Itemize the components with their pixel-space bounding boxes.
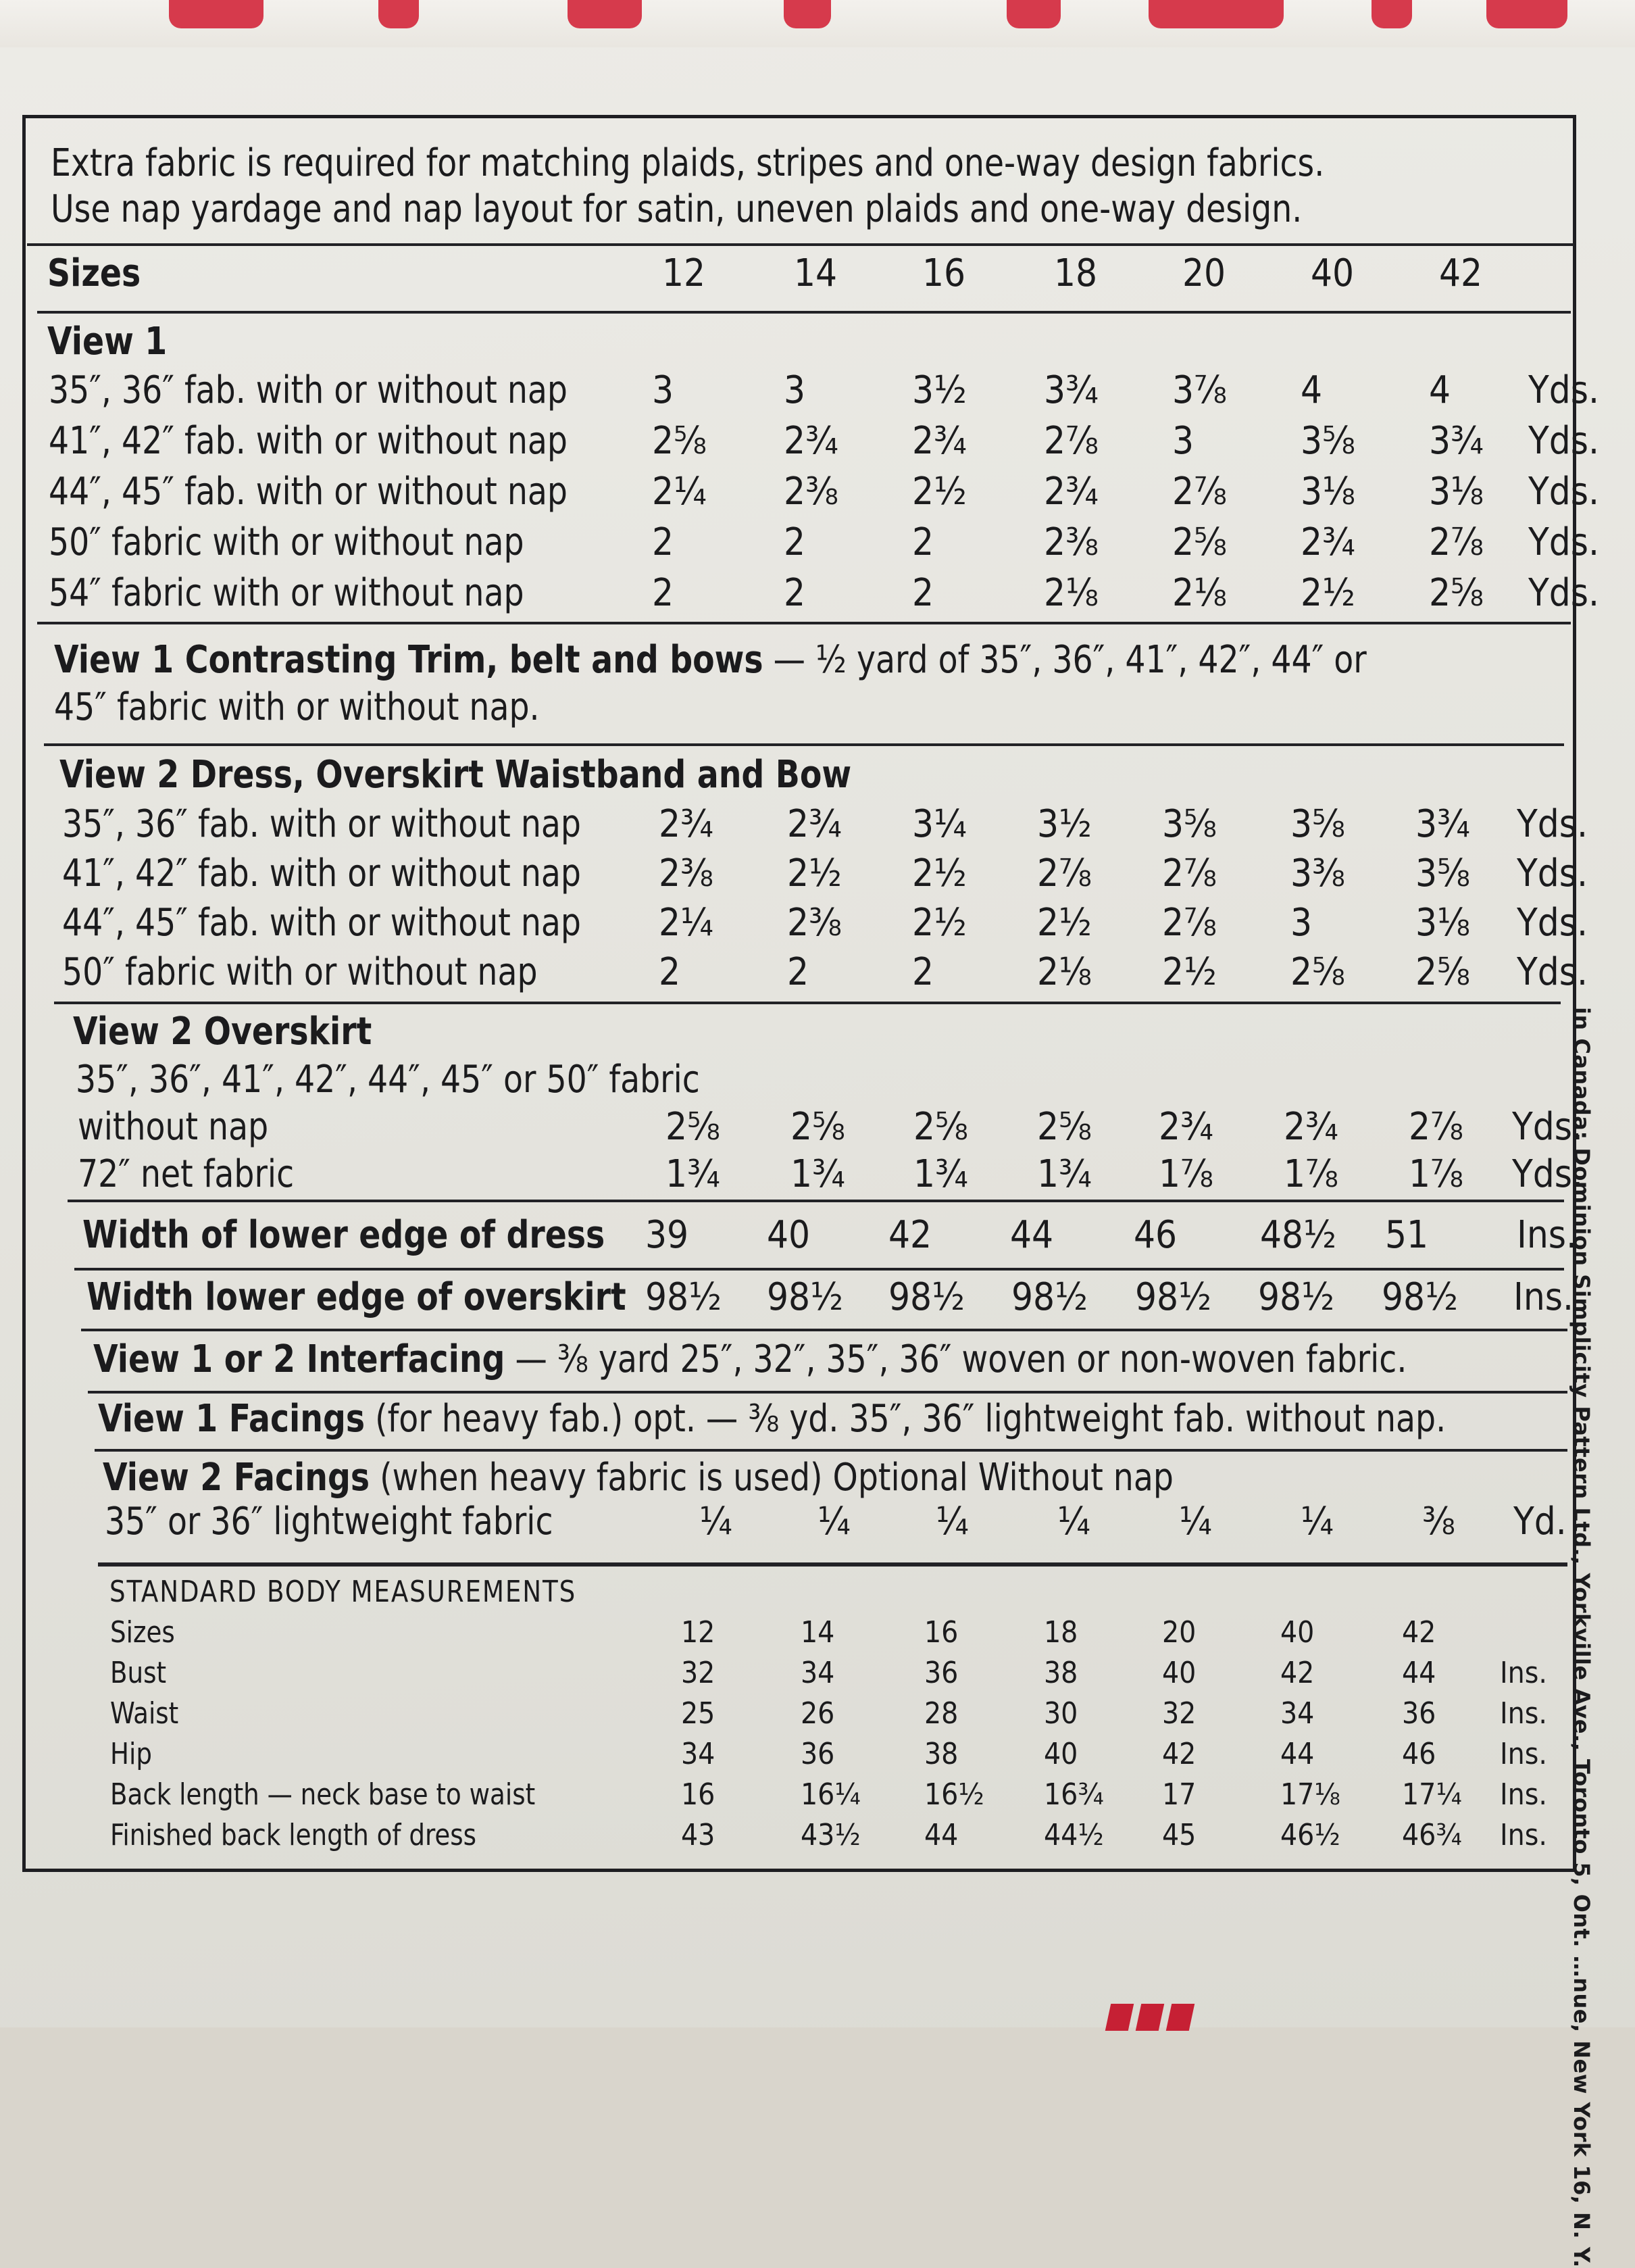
divider (74, 1268, 1564, 1271)
row-label: Width lower edge of overskirt (86, 1275, 626, 1319)
value-cell: 2½ (912, 852, 967, 895)
value-cell: 3⅞ (1172, 368, 1227, 412)
value-cell: 1¾ (1037, 1152, 1092, 1196)
value-cell: 44 (1010, 1213, 1054, 1257)
std-value-cell: 44 (1280, 1737, 1315, 1771)
value-cell: 3¼ (912, 802, 967, 846)
std-value-cell: 46 (1402, 1737, 1436, 1771)
value-cell: 2¾ (1044, 470, 1099, 514)
value-cell: 2⅛ (1172, 571, 1227, 615)
std-value-cell: 34 (1280, 1696, 1315, 1731)
value-cell: 3 (784, 368, 806, 412)
value-cell: 2⅜ (787, 901, 842, 945)
value-cell: 1⅞ (1159, 1152, 1213, 1196)
std-value-cell: 34 (681, 1737, 715, 1771)
value-cell: 98½ (1135, 1275, 1211, 1319)
value-cell: 1⅞ (1409, 1152, 1463, 1196)
red-print-mark (1372, 0, 1412, 28)
value-cell: 2 (784, 571, 806, 615)
value-cell: 2⅜ (1044, 520, 1099, 564)
divider (81, 1329, 1567, 1331)
value-cell: 2⅞ (1044, 419, 1099, 463)
view1-trim-text: — ½ yard of 35″, 36″, 41″, 42″, 44″ or (773, 638, 1367, 682)
std-value-cell: 43½ (801, 1818, 861, 1852)
divider (68, 1200, 1564, 1202)
row-label: 44″, 45″ fab. with or without nap (49, 470, 568, 514)
size-header-cell: 12 (662, 251, 706, 295)
value-cell: 3⅛ (1415, 901, 1470, 945)
row-label: 41″, 42″ fab. with or without nap (49, 419, 568, 463)
size-header-cell: 14 (794, 251, 838, 295)
value-cell: 98½ (888, 1275, 965, 1319)
row-label: 35″, 36″ fab. with or without nap (62, 802, 581, 846)
value-cell: 3⅝ (1162, 802, 1217, 846)
std-value-cell: 12 (681, 1615, 715, 1650)
unit-label: Yds. (1517, 901, 1588, 945)
std-value-cell: 38 (1044, 1656, 1078, 1690)
std-value-cell: 36 (924, 1656, 959, 1690)
value-cell: ¼ (818, 1500, 851, 1544)
divider (95, 1449, 1567, 1452)
value-cell: 2⅞ (1162, 901, 1217, 945)
value-cell: 42 (888, 1213, 932, 1257)
value-cell: 46 (1134, 1213, 1178, 1257)
value-cell: 3⅜ (1290, 852, 1345, 895)
unit-label: Yds. (1528, 368, 1599, 412)
value-cell: 2⅜ (784, 470, 838, 514)
value-cell: 2 (659, 950, 681, 994)
value-cell: 2¾ (1159, 1105, 1213, 1149)
unit-label: Yds. (1512, 1152, 1583, 1196)
row-label: without nap (78, 1105, 269, 1149)
std-value-cell: 16¾ (1044, 1777, 1104, 1812)
std-unit-label: Ins. (1500, 1696, 1547, 1731)
std-value-cell: 16 (924, 1615, 959, 1650)
size-header-cell: 42 (1439, 251, 1483, 295)
view1-title: View 1 (47, 320, 168, 364)
value-cell: 2 (784, 520, 806, 564)
value-cell: 39 (645, 1213, 689, 1257)
std-value-cell: 32 (681, 1656, 715, 1690)
value-cell: 2⅞ (1162, 852, 1217, 895)
std-value-cell: 36 (1402, 1696, 1436, 1731)
value-cell: 2½ (912, 901, 967, 945)
value-cell: 2 (652, 520, 674, 564)
value-cell: 4 (1429, 368, 1451, 412)
value-cell: 2½ (1301, 571, 1355, 615)
sizes-header-label: Sizes (47, 251, 141, 295)
unit-label: Yds. (1528, 470, 1599, 514)
value-cell: 2⅝ (652, 419, 707, 463)
value-cell: 98½ (1258, 1275, 1334, 1319)
divider-heavy (98, 1562, 1567, 1567)
std-row-label: Bust (110, 1656, 167, 1690)
interfacing-text: — ⅜ yard 25″, 32″, 35″, 36″ woven or non-woven fabric. (515, 1337, 1407, 1381)
std-value-cell: 38 (924, 1737, 959, 1771)
interfacing-line (93, 1338, 1407, 1381)
size-header-cell: 20 (1182, 251, 1226, 295)
std-value-cell: 40 (1162, 1656, 1197, 1690)
std-unit-label: Ins. (1500, 1777, 1547, 1812)
value-cell: ¼ (1179, 1500, 1212, 1544)
value-cell: 3½ (912, 368, 967, 412)
row-label: Width of lower edge of dress (82, 1213, 605, 1257)
row-label: 41″, 42″ fab. with or without nap (62, 852, 581, 895)
std-value-cell: 16½ (924, 1777, 984, 1812)
view1-facings-title: View 1 Facings (98, 1397, 366, 1441)
std-value-cell: 30 (1044, 1696, 1078, 1731)
std-row-label: Back length — neck base to waist (110, 1777, 536, 1812)
note-line-2: Use nap yardage and nap layout for satin, uneven plaids and one-way design. (51, 187, 1303, 231)
size-header-cell: 40 (1311, 251, 1355, 295)
std-value-cell: 20 (1162, 1615, 1197, 1650)
value-cell: 3⅝ (1415, 852, 1470, 895)
value-cell: 2⅜ (659, 852, 713, 895)
row-label: 54″ fabric with or without nap (49, 571, 524, 615)
view2-facings-text: (when heavy fabric is used) Optional Without nap (380, 1456, 1174, 1500)
value-cell: 2¾ (1301, 520, 1355, 564)
value-cell: 2 (912, 950, 934, 994)
value-cell: 2¾ (912, 419, 967, 463)
size-header-cell: 16 (922, 251, 966, 295)
value-cell: 3⅝ (1301, 419, 1355, 463)
std-value-cell: 36 (801, 1737, 835, 1771)
std-value-cell: 40 (1280, 1615, 1315, 1650)
value-cell: 2⅛ (1037, 950, 1092, 994)
value-cell: 2¾ (787, 802, 842, 846)
row-label: 72″ net fabric (78, 1152, 295, 1196)
std-value-cell: 43 (681, 1818, 715, 1852)
value-cell: 3¾ (1044, 368, 1099, 412)
value-cell: 1¾ (913, 1152, 968, 1196)
std-row-label: Waist (110, 1696, 179, 1731)
value-cell: 2⅝ (790, 1105, 845, 1149)
std-value-cell: 42 (1162, 1737, 1197, 1771)
unit-label: Ins. (1513, 1275, 1574, 1319)
unit-label: Yd. (1513, 1500, 1567, 1544)
value-cell: 2⅞ (1037, 852, 1092, 895)
divider (44, 743, 1564, 746)
interfacing-title: View 1 or 2 Interfacing (93, 1337, 505, 1381)
unit-label: Yds. (1517, 950, 1588, 994)
std-unit-label: Ins. (1500, 1737, 1547, 1771)
value-cell: ¼ (1057, 1500, 1090, 1544)
std-value-cell: 44 (924, 1818, 959, 1852)
value-cell: 2⅝ (1037, 1105, 1092, 1149)
std-value-cell: 17⅛ (1280, 1777, 1340, 1812)
note-line-1: Extra fabric is required for matching plaids, stripes and one-way design fabrics. (51, 141, 1325, 185)
std-value-cell: 45 (1162, 1818, 1197, 1852)
value-cell: 2 (787, 950, 809, 994)
value-cell: 3 (1172, 419, 1194, 463)
std-row-label: Hip (110, 1737, 152, 1771)
view1-facings-text: (for heavy fab.) opt. — ⅜ yd. 35″, 36″ lightweight fab. without nap. (375, 1397, 1447, 1441)
view1-trim-title: View 1 Contrasting Trim, belt and bows (54, 638, 763, 682)
value-cell: 2½ (787, 852, 842, 895)
value-cell: 2¾ (659, 802, 713, 846)
envelope-top-strip (0, 0, 1635, 47)
value-cell: 2⅝ (1172, 520, 1227, 564)
red-print-mark (784, 0, 831, 28)
value-cell: 3¾ (1429, 419, 1484, 463)
value-cell: 3 (652, 368, 674, 412)
row-label: 50″ fabric with or without nap (49, 520, 524, 564)
value-cell: 2⅝ (1429, 571, 1484, 615)
value-cell: 2½ (912, 470, 967, 514)
red-print-mark (169, 0, 263, 28)
value-cell: 2 (912, 571, 934, 615)
std-row-label: Sizes (110, 1615, 175, 1650)
value-cell: 40 (767, 1213, 811, 1257)
row-label: 35″ or 36″ lightweight fabric (105, 1500, 553, 1544)
std-value-cell: 42 (1402, 1615, 1436, 1650)
size-header-cell: 18 (1054, 251, 1098, 295)
value-cell: 48½ (1260, 1213, 1336, 1257)
value-cell: ¼ (936, 1500, 969, 1544)
unit-label: Yds. (1517, 802, 1588, 846)
standard-title: STANDARD BODY MEASUREMENTS (109, 1575, 577, 1609)
row-label: 44″, 45″ fab. with or without nap (62, 901, 581, 945)
std-value-cell: 46½ (1280, 1818, 1340, 1852)
view2-overskirt-subtitle: 35″, 36″, 41″, 42″, 44″, 45″ or 50″ fabric (76, 1058, 700, 1102)
unit-label: Yds. (1517, 852, 1588, 895)
value-cell: 1⅞ (1284, 1152, 1338, 1196)
view1-trim-line-2: 45″ fabric with or without nap. (54, 685, 540, 729)
value-cell: 2⅞ (1409, 1105, 1463, 1149)
unit-label: Yds. (1528, 419, 1599, 463)
value-cell: 3¾ (1415, 802, 1470, 846)
value-cell: 98½ (645, 1275, 722, 1319)
value-cell: 3 (1290, 901, 1313, 945)
std-value-cell: 44½ (1044, 1818, 1104, 1852)
value-cell: 2¼ (659, 901, 713, 945)
value-cell: 2½ (1162, 950, 1217, 994)
divider (27, 243, 1574, 246)
value-cell: 2⅝ (1415, 950, 1470, 994)
std-value-cell: 18 (1044, 1615, 1078, 1650)
publisher-side-text: in Canada: Dominion Simplicity Pattern Ltd., Yorkville Ave., Toronto 5, Ont. …nue, New York 16, N. Y. (1569, 1007, 1594, 2268)
value-cell: 1¾ (665, 1152, 720, 1196)
red-print-mark (1007, 0, 1061, 28)
std-value-cell: 46¾ (1402, 1818, 1462, 1852)
std-value-cell: 16 (681, 1777, 715, 1812)
divider (37, 622, 1571, 624)
std-unit-label: Ins. (1500, 1818, 1547, 1852)
value-cell: 2⅝ (1290, 950, 1345, 994)
std-value-cell: 42 (1280, 1656, 1315, 1690)
std-value-cell: 25 (681, 1696, 715, 1731)
red-print-mark (568, 0, 642, 28)
view2-facings-title: View 2 Facings (103, 1456, 370, 1500)
value-cell: 98½ (1382, 1275, 1458, 1319)
unit-label: Yds. (1512, 1105, 1583, 1149)
red-print-mark (378, 0, 419, 28)
view2-facings-line (103, 1456, 1174, 1500)
value-cell: 3⅛ (1301, 470, 1355, 514)
value-cell: 2¼ (652, 470, 707, 514)
std-value-cell: 28 (924, 1696, 959, 1731)
std-row-label: Finished back length of dress (110, 1818, 477, 1852)
value-cell: 2⅞ (1429, 520, 1484, 564)
std-value-cell: 17¼ (1402, 1777, 1462, 1812)
std-value-cell: 34 (801, 1656, 835, 1690)
divider (88, 1391, 1567, 1394)
view1-facings-line (98, 1398, 1446, 1441)
value-cell: 98½ (1011, 1275, 1088, 1319)
value-cell: 3⅛ (1429, 470, 1484, 514)
divider (54, 1002, 1561, 1004)
red-print-mark (1486, 0, 1567, 28)
value-cell: 2¾ (784, 419, 838, 463)
std-value-cell: 16¼ (801, 1777, 861, 1812)
value-cell: ¼ (699, 1500, 732, 1544)
divider (37, 311, 1571, 314)
value-cell: 2¾ (1284, 1105, 1338, 1149)
value-cell: 2⅛ (1044, 571, 1099, 615)
row-label: 35″, 36″ fab. with or without nap (49, 368, 568, 412)
view2-overskirt-title: View 2 Overskirt (73, 1010, 372, 1054)
view1-trim-line-1 (54, 639, 1367, 682)
value-cell: ⅜ (1422, 1500, 1455, 1544)
std-value-cell: 40 (1044, 1737, 1078, 1771)
value-cell: 2 (652, 571, 674, 615)
std-value-cell: 32 (1162, 1696, 1197, 1731)
value-cell: 51 (1385, 1213, 1429, 1257)
value-cell: 1¾ (790, 1152, 845, 1196)
value-cell: 2½ (1037, 901, 1092, 945)
unit-label: Yds. (1528, 571, 1599, 615)
value-cell: 2⅞ (1172, 470, 1227, 514)
value-cell: 2⅝ (665, 1105, 720, 1149)
value-cell: 2⅝ (913, 1105, 968, 1149)
value-cell: 4 (1301, 368, 1323, 412)
unit-label: Yds. (1528, 520, 1599, 564)
std-value-cell: 14 (801, 1615, 835, 1650)
view2-dress-title: View 2 Dress, Overskirt Waistband and Bow (59, 753, 852, 797)
std-value-cell: 26 (801, 1696, 835, 1731)
red-print-mark (1149, 0, 1284, 28)
row-label: 50″ fabric with or without nap (62, 950, 538, 994)
value-cell: 3½ (1037, 802, 1092, 846)
std-unit-label: Ins. (1500, 1656, 1547, 1690)
value-cell: 2 (912, 520, 934, 564)
std-value-cell: 44 (1402, 1656, 1436, 1690)
value-cell: 98½ (767, 1275, 843, 1319)
std-value-cell: 17 (1162, 1777, 1197, 1812)
unit-label: Ins. (1517, 1213, 1578, 1257)
value-cell: 3⅝ (1290, 802, 1345, 846)
value-cell: ¼ (1301, 1500, 1334, 1544)
